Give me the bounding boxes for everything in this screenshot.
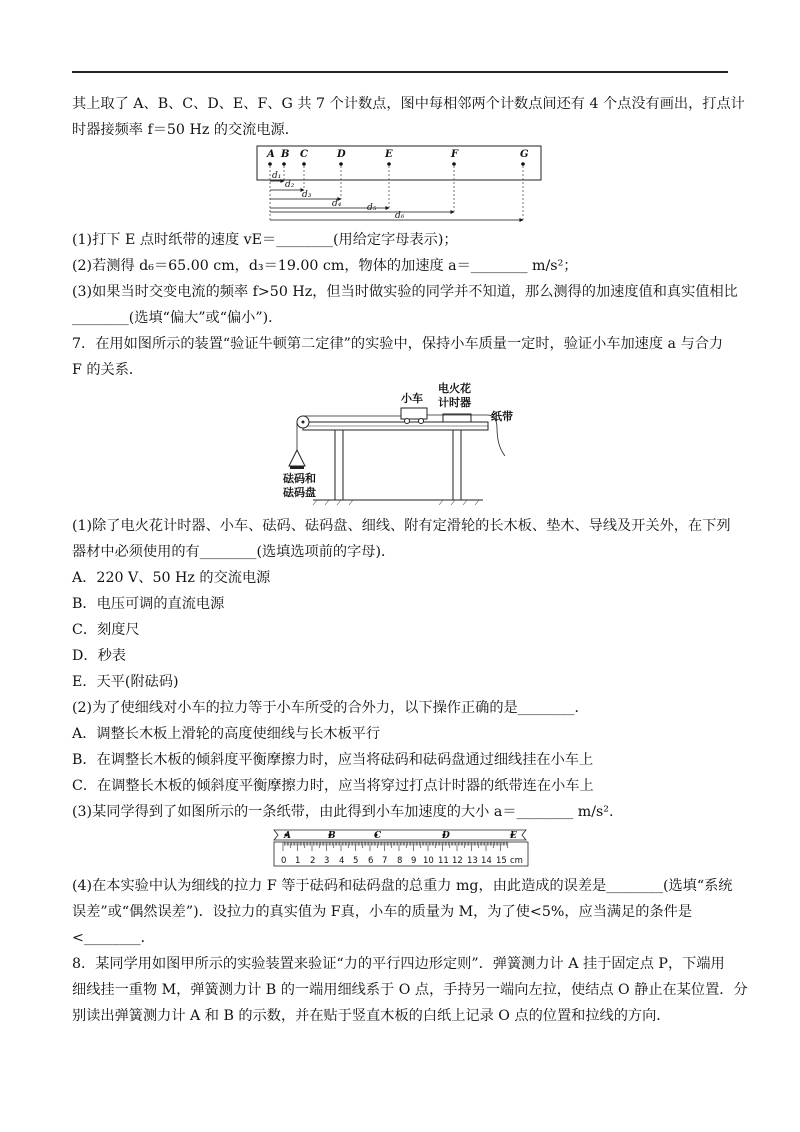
q6-part2: (2)若测得 d₆＝65.00 cm，d₃＝19.00 cm，物体的加速度 a＝________ m/s²； xyxy=(72,258,578,274)
q7-part4-line1: (4)在本实验中认为细线的拉力 F 等于砝码和砝码盘的总重力 mg，由此造成的误差是________(选填“系统 xyxy=(72,878,733,894)
label-timer-2: 计时器 xyxy=(438,396,471,409)
intro-line-1: 其上取了 A、B、C、D、E、F、G 共 7 个计数点，图中每相邻两个计数点间还有 4 个点没有画出，打点计 xyxy=(72,96,745,112)
dist-d4: d₄ xyxy=(332,199,342,209)
q7-part1-line2: 器材中必须使用的有________(选填选项前的字母)． xyxy=(72,544,396,560)
dist-d5: d₅ xyxy=(367,203,377,213)
q8-line1: 8．某同学用如图甲所示的实验装置来验证“力的平行四边形定则”．弹簧测力计 A 挂于固定点 P，下端用 xyxy=(72,956,725,972)
header-rule xyxy=(72,71,728,73)
label-cart: 小车 xyxy=(401,392,423,405)
q7-option-2B: B．在调整长木板的倾斜度平衡摩擦力时，应当将砝码和砝码盘通过细线挂在小车上 xyxy=(72,752,594,768)
tape-point-C: C xyxy=(300,149,308,160)
dist-d3: d₃ xyxy=(302,190,312,200)
label-tape: 纸带 xyxy=(491,410,513,423)
q7-option-2A: A．调整长木板上滑轮的高度使细线与长木板平行 xyxy=(72,726,381,742)
ruler-point-B: B xyxy=(328,831,336,841)
q7-stem-line1: 7．在用如图所示的装置“验证牛顿第二定律”的实验中，保持小车质量一定时，验证小车加速度 a 与合力 xyxy=(72,336,724,352)
q7-option-1A: A．220 V、50 Hz 的交流电源 xyxy=(72,570,271,586)
q7-part4-line2: 误差”或“偶然误差”)．设拉力的真实值为 F真，小车的质量为 M，为了使<5%，应当满足的条件是 xyxy=(72,904,693,920)
dist-d2: d₂ xyxy=(285,180,295,190)
ruler-num-13: 13 xyxy=(467,856,478,866)
label-timer-1: 电火花 xyxy=(438,382,471,395)
ruler-num-15: 15 xyxy=(496,856,507,866)
tape-point-B: B xyxy=(281,149,290,160)
dist-d6: d₆ xyxy=(395,211,405,221)
q7-part4-line3: <________． xyxy=(72,930,155,946)
ruler-point-C: C xyxy=(374,831,382,841)
tape-point-G: G xyxy=(520,149,529,160)
q6-part1: (1)打下 E 点时纸带的速度 vE＝________(用给定字母表示)； xyxy=(72,232,458,248)
ruler-num-10: 10 xyxy=(423,856,434,866)
ruler-point-E: E xyxy=(510,831,517,841)
ruler-num-14: 14 xyxy=(481,856,492,866)
ruler-num-3: 3 xyxy=(324,856,330,866)
ruler-num-12: 12 xyxy=(452,856,463,866)
q7-option-1B: B．电压可调的直流电源 xyxy=(72,596,225,612)
paper-tape-figure xyxy=(255,144,545,226)
ruler-point-A: A xyxy=(284,831,291,841)
ruler-point-D: D xyxy=(442,831,450,841)
label-weight-1: 砝码和 xyxy=(283,472,316,485)
ruler-num-8: 8 xyxy=(397,856,403,866)
ruler-num-6: 6 xyxy=(368,856,374,866)
q7-option-1C: C．刻度尺 xyxy=(72,622,140,638)
tape-point-E: E xyxy=(385,149,393,160)
tape-point-D: D xyxy=(337,149,346,160)
apparatus-figure xyxy=(283,382,523,508)
q7-part3: (3)某同学得到了如图所示的一条纸带，由此得到小车加速度的大小 a＝________ m/s². xyxy=(72,804,614,820)
ruler-num-0: 0 xyxy=(281,856,287,866)
ruler-num-11: 11 xyxy=(438,856,449,866)
q6-part3-line2: ________(选填“偏大”或“偏小”)． xyxy=(72,310,283,326)
dist-d1: d₁ xyxy=(272,171,282,181)
q8-line2: 细线挂一重物 M，弹簧测力计 B 的一端用细线系于 O 点，手持另一端向左拉，使结点 O 静止在某位置．分 xyxy=(72,982,748,998)
ruler-num-1: 1 xyxy=(295,856,301,866)
label-weight-2: 砝码盘 xyxy=(283,486,316,499)
ruler-num-7: 7 xyxy=(382,856,388,866)
ruler-unit: cm xyxy=(510,856,523,866)
ruler-num-4: 4 xyxy=(339,856,345,866)
q7-stem-line2: F 的关系． xyxy=(72,362,144,378)
ruler-tape-figure xyxy=(270,826,532,870)
q6-part3-line1: (3)如果当时交变电流的频率 f>50 Hz，但当时做实验的同学并不知道，那么测得的加速度值和真实值相比 xyxy=(72,284,738,300)
q7-option-2C: C．在调整长木板的倾斜度平衡摩擦力时，应当将穿过打点计时器的纸带连在小车上 xyxy=(72,778,594,794)
q7-part1-line1: (1)除了电火花计时器、小车、砝码、砝码盘、细线、附有定滑轮的长木板、垫木、导线及开关外，在下列 xyxy=(72,518,731,534)
ruler-num-9: 9 xyxy=(411,856,417,866)
q7-option-1E: E．天平(附砝码) xyxy=(72,674,179,690)
q7-part2: (2)为了使细线对小车的拉力等于小车所受的合外力，以下操作正确的是________． xyxy=(72,700,589,716)
q8-line3: 别读出弹簧测力计 A 和 B 的示数，并在贴于竖直木板的白纸上记录 O 点的位置和拉线的方向． xyxy=(72,1008,671,1024)
ruler-num-5: 5 xyxy=(353,856,359,866)
ruler-num-2: 2 xyxy=(310,856,316,866)
tape-point-A: A xyxy=(267,149,275,160)
q7-option-1D: D．秒表 xyxy=(72,648,126,664)
intro-line-2: 时器接频率 f＝50 Hz 的交流电源． xyxy=(72,122,299,138)
tape-point-F: F xyxy=(451,149,459,160)
